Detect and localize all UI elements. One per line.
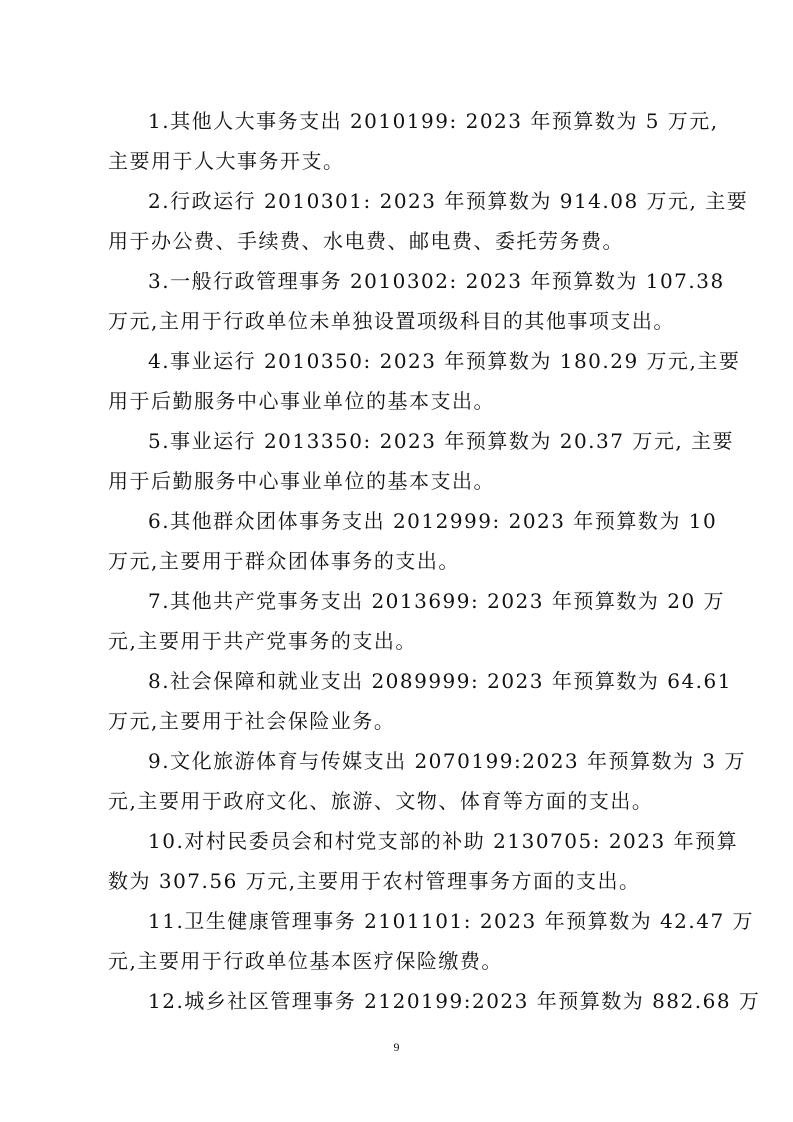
item-line-2: 用于办公费、手续费、水电费、邮电费、委托劳务费。 — [108, 229, 624, 253]
item-line-2: 元,主要用于行政单位基本医疗保险缴费。 — [108, 949, 503, 973]
item-line-2: 元,主要用于政府文化、旅游、文物、体育等方面的支出。 — [108, 789, 654, 813]
item-line-1: 9.文化旅游体育与传媒支出 2070199:2023 年预算数为 3 万 — [148, 749, 746, 773]
item-line-1: 3.一般行政管理事务 2010302: 2023 年预算数为 107.38 — [148, 269, 725, 293]
item-line-1: 12.城乡社区管理事务 2120199:2023 年预算数为 882.68 万 — [148, 989, 761, 1013]
item-line-1: 5.事业运行 2013350: 2023 年预算数为 20.37 万元, 主要 — [148, 429, 735, 453]
item-line-2: 主要用于人大事务开支。 — [108, 149, 345, 173]
item-line-2: 万元,主要用于群众团体事务的支出。 — [108, 549, 460, 573]
item-line-1: 8.社会保障和就业支出 2089999: 2023 年预算数为 64.61 — [148, 669, 732, 693]
item-line-1: 4.事业运行 2010350: 2023 年预算数为 180.29 万元,主要 — [148, 349, 741, 373]
item-line-1: 6.其他群众团体事务支出 2012999: 2023 年预算数为 10 — [148, 509, 718, 533]
item-line-1: 10.对村民委员会和村党支部的补助 2130705: 2023 年预算 — [148, 829, 739, 853]
item-line-1: 7.其他共产党事务支出 2013699: 2023 年预算数为 20 万 — [148, 589, 726, 613]
item-line-1: 11.卫生健康管理事务 2101101: 2023 年预算数为 42.47 万 — [148, 909, 755, 933]
item-line-1: 1.其他人大事务支出 2010199: 2023 年预算数为 5 万元, — [148, 109, 719, 133]
item-line-2: 万元,主用于行政单位未单独设置项级科目的其他事项支出。 — [108, 309, 675, 333]
item-line-2: 用于后勤服务中心事业单位的基本支出。 — [108, 389, 495, 413]
item-line-2: 元,主要用于共产党事务的支出。 — [108, 629, 417, 653]
item-line-2: 数为 307.56 万元,主要用于农村管理事务方面的支出。 — [108, 869, 641, 893]
item-line-1: 2.行政运行 2010301: 2023 年预算数为 914.08 万元, 主要 — [148, 189, 749, 213]
item-line-2: 万元,主要用于社会保险业务。 — [108, 709, 396, 733]
item-line-2: 用于后勤服务中心事业单位的基本支出。 — [108, 469, 495, 493]
page-number: 9 — [393, 1040, 400, 1054]
